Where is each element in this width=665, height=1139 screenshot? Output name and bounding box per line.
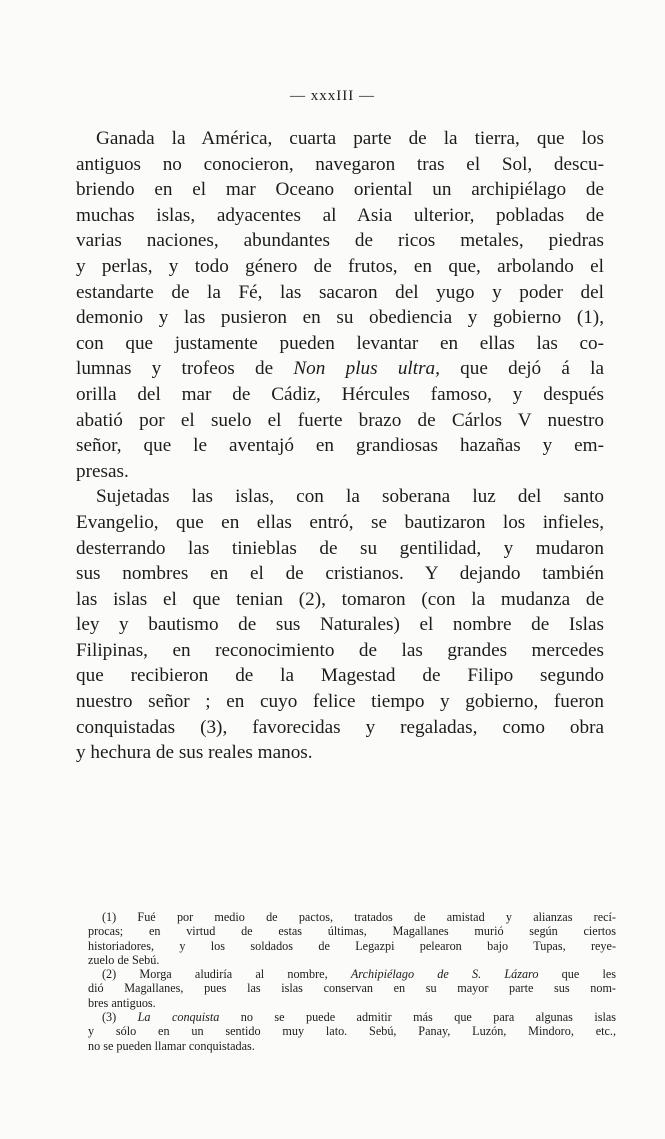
footnote-line (88, 1010, 616, 1024)
text-line: que recibieron de la Magestad de Filipo segundo (76, 665, 604, 687)
text-line: señor, que le aventajó en grandiosas hazañas y em- (76, 435, 604, 457)
text-line: ley y bautismo de sus Naturales) el nombre de Islas (76, 614, 604, 636)
footnote-line: y sólo en un sentido muy lato. Sebú, Panay, Luzón, Mindoro, etc., (88, 1024, 616, 1039)
footnote-1 (88, 910, 616, 967)
footnote-line: procas; en virtud de estas últimas, Magallanes murió según ciertos (88, 924, 616, 939)
text-segment: no se puede admitir más que para algunas islas (219, 1010, 616, 1025)
text-line: con que justamente pueden levantar en ellas las co- (76, 332, 604, 354)
footnote-line: historiadores, y los soldados de Legazpi pelearon bajo Tupas, reye- (88, 938, 616, 953)
text-line (76, 356, 604, 382)
text-line: antiguos no conocieron, navegaron tras el Sol, descu- (76, 153, 604, 175)
text-line: y hechura de sus reales manos. (76, 742, 313, 764)
text-segment: que les (538, 967, 617, 982)
text-line: Sujetadas las islas, con la soberana luz del santo (96, 486, 604, 508)
main-text (76, 126, 604, 766)
text-line: Ganada la América, cuarta parte de la tierra, que los (96, 128, 604, 149)
text-line: Filipinas, en reconocimiento de las grandes mercedes (76, 639, 604, 661)
text-line: Evangelio, que en ellas entró, se bautizaron los infieles, (76, 511, 604, 533)
text-line: muchas islas, adyacentes al Asia ulterior, pobladas de (76, 204, 604, 226)
paragraph-2 (76, 484, 604, 766)
footnote-line: (1) Fué por medio de pactos, tratados de amistad y alianzas recí- (102, 910, 616, 924)
text-line: presas. (76, 460, 129, 482)
text-line: estandarte de la Fé, las sacaron del yugo y poder del (76, 281, 604, 303)
footnote-3 (88, 1010, 616, 1053)
text-segment: (2) Morga aludiría al nombre, (102, 967, 351, 982)
text-line: briendo en el mar Oceano oriental un archipiélago de (76, 179, 604, 201)
paragraph-1 (76, 126, 604, 484)
footnote-line: dió Magallanes, pues las islas conservan en su mayor parte sus nom- (88, 981, 616, 996)
text-line: varias naciones, abundantes de ricos metales, piedras (76, 230, 604, 252)
footnote-line (88, 967, 616, 981)
latin-phrase: Non plus ultra, (293, 358, 440, 380)
text-line: desterrando las tinieblas de su gentilidad, y mudaron (76, 537, 604, 559)
cited-title: Archipiélago de S. Lázaro (350, 967, 539, 982)
text-segment: (3) (102, 1010, 138, 1025)
footnote-line: no se pueden llamar conquistadas. (88, 1038, 255, 1053)
footnote-2 (88, 967, 616, 1010)
text-segment: que dejó á la (439, 358, 604, 380)
text-line: y perlas, y todo género de frutos, en que, arbolando el (76, 255, 604, 277)
text-line: nuestro señor ; en cuyo felice tiempo y gobierno, fueron (76, 691, 604, 713)
text-segment: lumnas y trofeos de (76, 358, 294, 380)
text-line: orilla del mar de Cádiz, Hércules famoso, y después (76, 383, 604, 405)
footnote-line: zuelo de Sebú. (88, 952, 160, 967)
text-line: conquistadas (3), favorecidas y regaladas, como obra (76, 716, 604, 738)
text-line: demonio y las pusieron en su obediencia y gobierno (1), (76, 307, 604, 329)
emphasized-term: La conquista (137, 1010, 220, 1025)
text-line: sus nombres en el de cristianos. Y dejando también (76, 563, 604, 585)
page-number: — xxxIII — (290, 88, 375, 104)
text-line: abatió por el suelo el fuerte brazo de Cárlos V nuestro (76, 409, 604, 431)
footnote-line: bres antiguos. (88, 995, 156, 1010)
text-line: las islas el que tenian (2), tomaron (con la mudanza de (76, 588, 604, 610)
footnotes (88, 910, 616, 1053)
